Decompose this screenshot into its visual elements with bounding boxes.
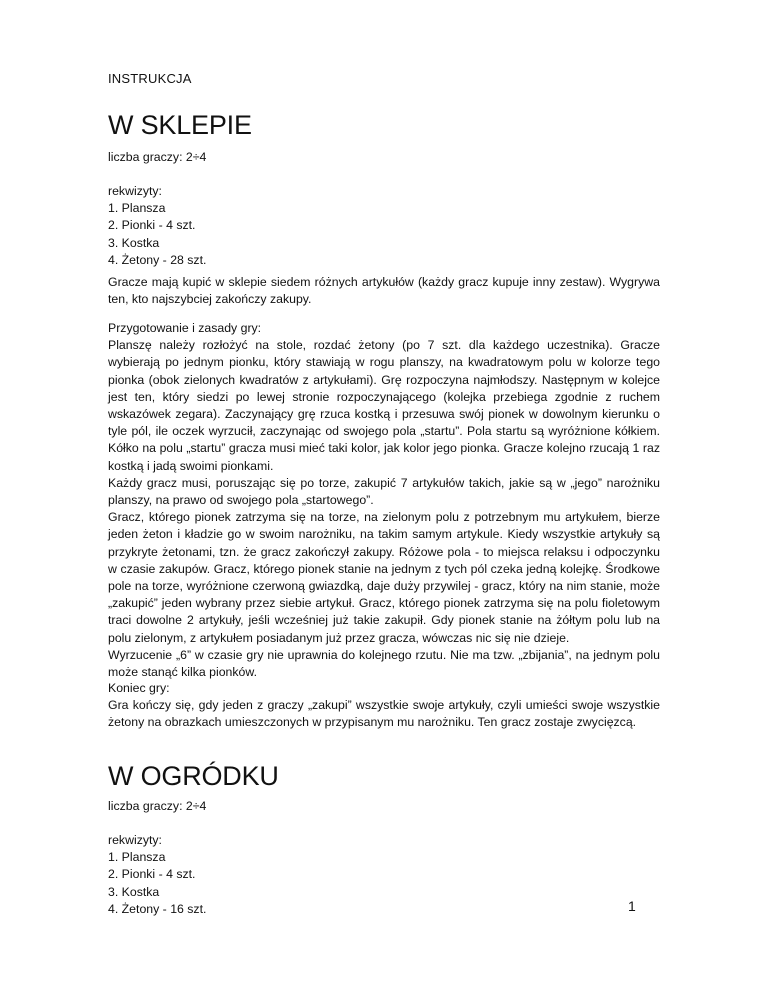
props-item: 3. Kostka	[108, 235, 160, 250]
rules-paragraph: Każdy gracz musi, poruszając się po torze, zakupić 7 artykułów takich, jakie są w „jego” narożniku planszy, na prawo od swojego pola „startowego”.	[108, 475, 660, 508]
props-list	[108, 849, 660, 918]
props-item: 4. Żetony - 28 szt.	[108, 252, 207, 267]
props-item: 1. Plansza	[108, 201, 166, 216]
rules-label: Przygotowanie i zasady gry:	[108, 321, 262, 335]
page-number: 1	[628, 898, 636, 914]
section-title-sklep: W SKLEPIE	[108, 110, 252, 140]
end-paragraph: Gra kończy się, gdy jeden z graczy „zakupi” wszystkie swoje artykuły, czyli umieści swoje wszystkie żetony na obrazkach umieszczonych w przypisanym mu narożniku. Ten gracz zostaje zwycięzcą.	[108, 698, 660, 730]
props-item: 4. Żetony - 16 szt.	[108, 901, 207, 916]
rules-paragraph: Planszę należy rozłożyć na stole, rozdać żetony (po 7 szt. dla każdego uczestnika). Gracze wybierają po jednym pionku, który stawiają w rogu planszy, na kwadratowym polu w kolorze tego pionka (obok zielonych kwadratów z artykułami). Grę rozpoczyna najmłodszy. Następnym w kolejce jest ten, który siedzi po lewej stronie rozpoczynającego (kolejka przebiega zgodnie z ruchem wskazówek zegara). Zaczynający grę rzuca kostką i przesuwa swój pionek w dowolnym kierunku o tyle pól, ile oczek wyrzucił, zaczynając od swojego pola „startu”. Pola startu są wyróżnione kółkiem. Kółko na polu „startu” gracza musi mieć taki kolor, jak kolor jego pionka. Gracze kolejno rzucają 1 raz kostką i jadą swoimi pionkami.	[108, 338, 660, 473]
props-label: rekwizyty:	[108, 833, 162, 847]
rules-paragraph: Gracz, którego pionek zatrzyma się na torze, na zielonym polu z potrzebnym mu artykułem, bierze jeden żeton i kładzie go w swoim narożniku, na takim samym artykule. Kiedy wszystkie artykuły są przykryte żetonami, tzn. że gracz zakończył zakupy. Różowe pola - to miejsca relaksu i odpoczynku w czasie zakupów. Gracz, którego pionek stanie na jednym z tych pól czeka jedną kolejkę. Środkowe pole na torze, wyróżnione czerwoną gwiazdką, daje duży przywilej - gracz, który na nim stanie, może „zakupić” jeden wybrany przez siebie artykuł. Gracz, którego pionek zatrzyma się na polu fioletowym traci dowolne 2 artykuły, jeśli wcześniej już takie zakupił. Gdy pionek stanie na żółtym polu lub na polu zielonym, z artykułem posiadanym już przez gracza, wówczas nic się nie dzieje.	[108, 510, 660, 645]
end-section	[108, 680, 660, 732]
props-sklep	[108, 183, 660, 269]
props-ogrodek	[108, 832, 660, 918]
props-list	[108, 200, 660, 269]
props-item: 2. Pionki - 4 szt.	[108, 867, 196, 882]
props-item: 3. Kostka	[108, 884, 160, 899]
section-title-ogrodek: W OGRÓDKU	[108, 761, 279, 791]
end-label: Koniec gry:	[108, 681, 170, 695]
document-header: INSTRUKCJA	[108, 71, 192, 86]
props-label: rekwizyty:	[108, 184, 162, 198]
players-count-ogrodek: liczba graczy: 2÷4	[108, 799, 207, 813]
players-count-sklep: liczba graczy: 2÷4	[108, 150, 207, 164]
rules-paragraph: Wyrzucenie „6” w czasie gry nie uprawnia do kolejnego rzutu. Nie ma tzw. „zbijania”, na jednym polu może stanąć kilka pionków.	[108, 647, 660, 680]
props-item: 2. Pionki - 4 szt.	[108, 218, 196, 233]
props-item: 1. Plansza	[108, 850, 166, 865]
rules-section	[108, 320, 660, 681]
intro-paragraph: Gracze mają kupić w sklepie siedem różnych artykułów (każdy gracz kupuje inny zestaw). Wygrywa ten, kto najszybciej zakończy zakupy.	[108, 275, 660, 307]
